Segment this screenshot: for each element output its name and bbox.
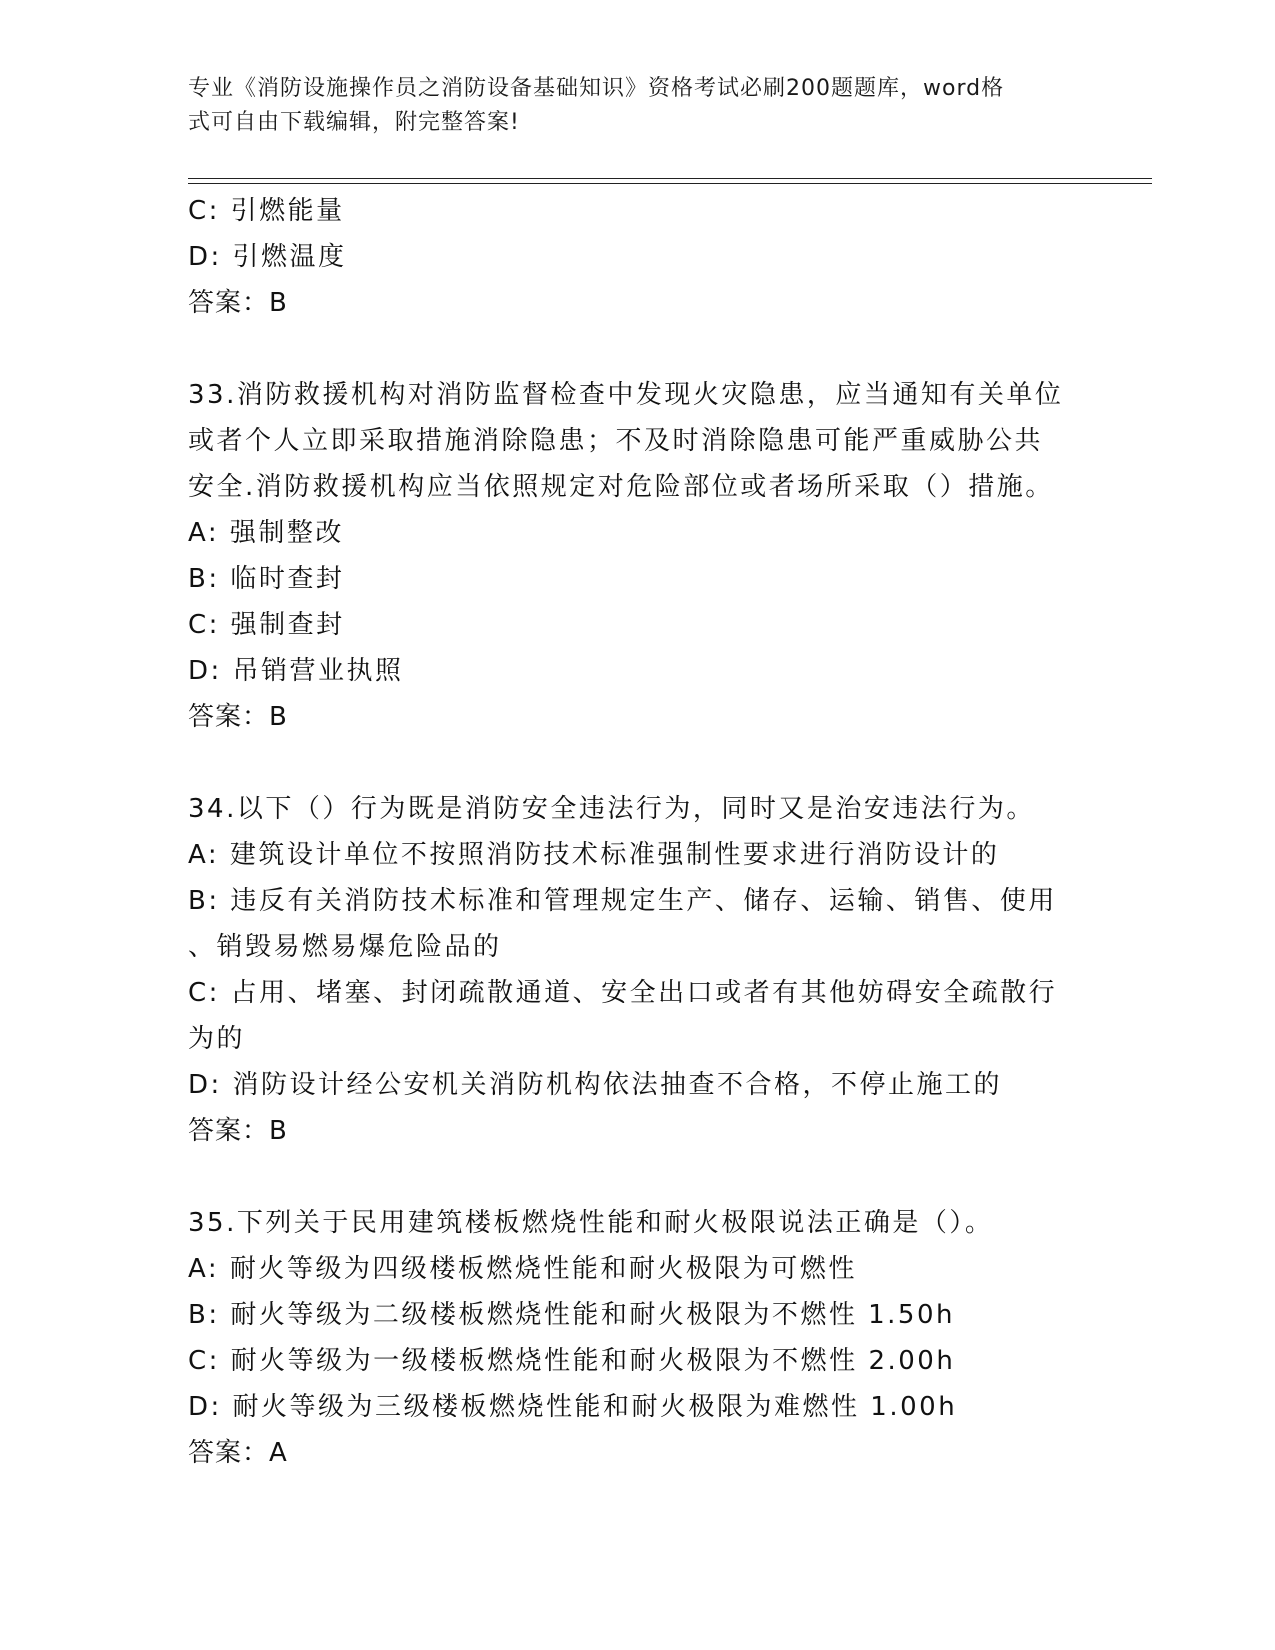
spacer — [188, 740, 1088, 786]
option-d: D: 引燃温度 — [188, 242, 347, 272]
option-c: C: 强制查封 — [188, 610, 345, 640]
question-block-previous — [188, 188, 1088, 326]
option-d: D: 消防设计经公安机关消防机构依法抽查不合格，不停止施工的 — [188, 1070, 1003, 1100]
option-c: C: 引燃能量 — [188, 196, 345, 226]
document-header — [188, 72, 1068, 140]
header-divider-bottom — [188, 183, 1152, 184]
option-b-continued: 、销毁易燃易爆危险品的 — [188, 932, 502, 962]
spacer — [188, 326, 1088, 372]
question-stem: 33.消防救援机构对消防监督检查中发现火灾隐患，应当通知有关单位 — [188, 380, 1064, 410]
question-block-33 — [188, 372, 1088, 740]
option-a: A: 建筑设计单位不按照消防技术标准强制性要求进行消防设计的 — [188, 840, 1000, 870]
question-stem: 或者个人立即采取措施消除隐患；不及时消除隐患可能严重威胁公共 — [188, 426, 1044, 456]
answer-line: 答案：A — [188, 1438, 288, 1468]
question-block-34 — [188, 786, 1088, 1154]
question-stem: 安全.消防救援机构应当依照规定对危险部位或者场所采取（）措施。 — [188, 472, 1054, 502]
answer-line: 答案：B — [188, 1116, 288, 1146]
question-stem: 34.以下（）行为既是消防安全违法行为，同时又是治安违法行为。 — [188, 794, 1035, 824]
option-b: B: 临时查封 — [188, 564, 345, 594]
answer-line: 答案：B — [188, 288, 288, 318]
option-d: D: 耐火等级为三级楼板燃烧性能和耐火极限为难燃性 1.00h — [188, 1392, 958, 1422]
option-b: B: 耐火等级为二级楼板燃烧性能和耐火极限为不燃性 1.50h — [188, 1300, 955, 1330]
option-c-continued: 为的 — [188, 1024, 246, 1054]
option-c: C: 占用、堵塞、封闭疏散通道、安全出口或者有其他妨碍安全疏散行 — [188, 978, 1058, 1008]
option-b: B: 违反有关消防技术标准和管理规定生产、储存、运输、销售、使用 — [188, 886, 1057, 916]
question-block-35 — [188, 1200, 1088, 1476]
option-c: C: 耐火等级为一级楼板燃烧性能和耐火极限为不燃性 2.00h — [188, 1346, 956, 1376]
header-line-1: 专业《消防设施操作员之消防设备基础知识》资格考试必刷200题题库，word格 — [188, 76, 1005, 101]
spacer — [188, 1154, 1088, 1200]
header-line-2: 式可自由下载编辑，附完整答案! — [188, 110, 520, 135]
question-list — [188, 188, 1088, 1476]
header-divider-top — [188, 178, 1152, 179]
option-a: A: 强制整改 — [188, 518, 344, 548]
question-stem: 35.下列关于民用建筑楼板燃烧性能和耐火极限说法正确是（）。 — [188, 1208, 994, 1238]
answer-line: 答案：B — [188, 702, 288, 732]
option-d: D: 吊销营业执照 — [188, 656, 404, 686]
option-a: A: 耐火等级为四级楼板燃烧性能和耐火极限为可燃性 — [188, 1254, 857, 1284]
